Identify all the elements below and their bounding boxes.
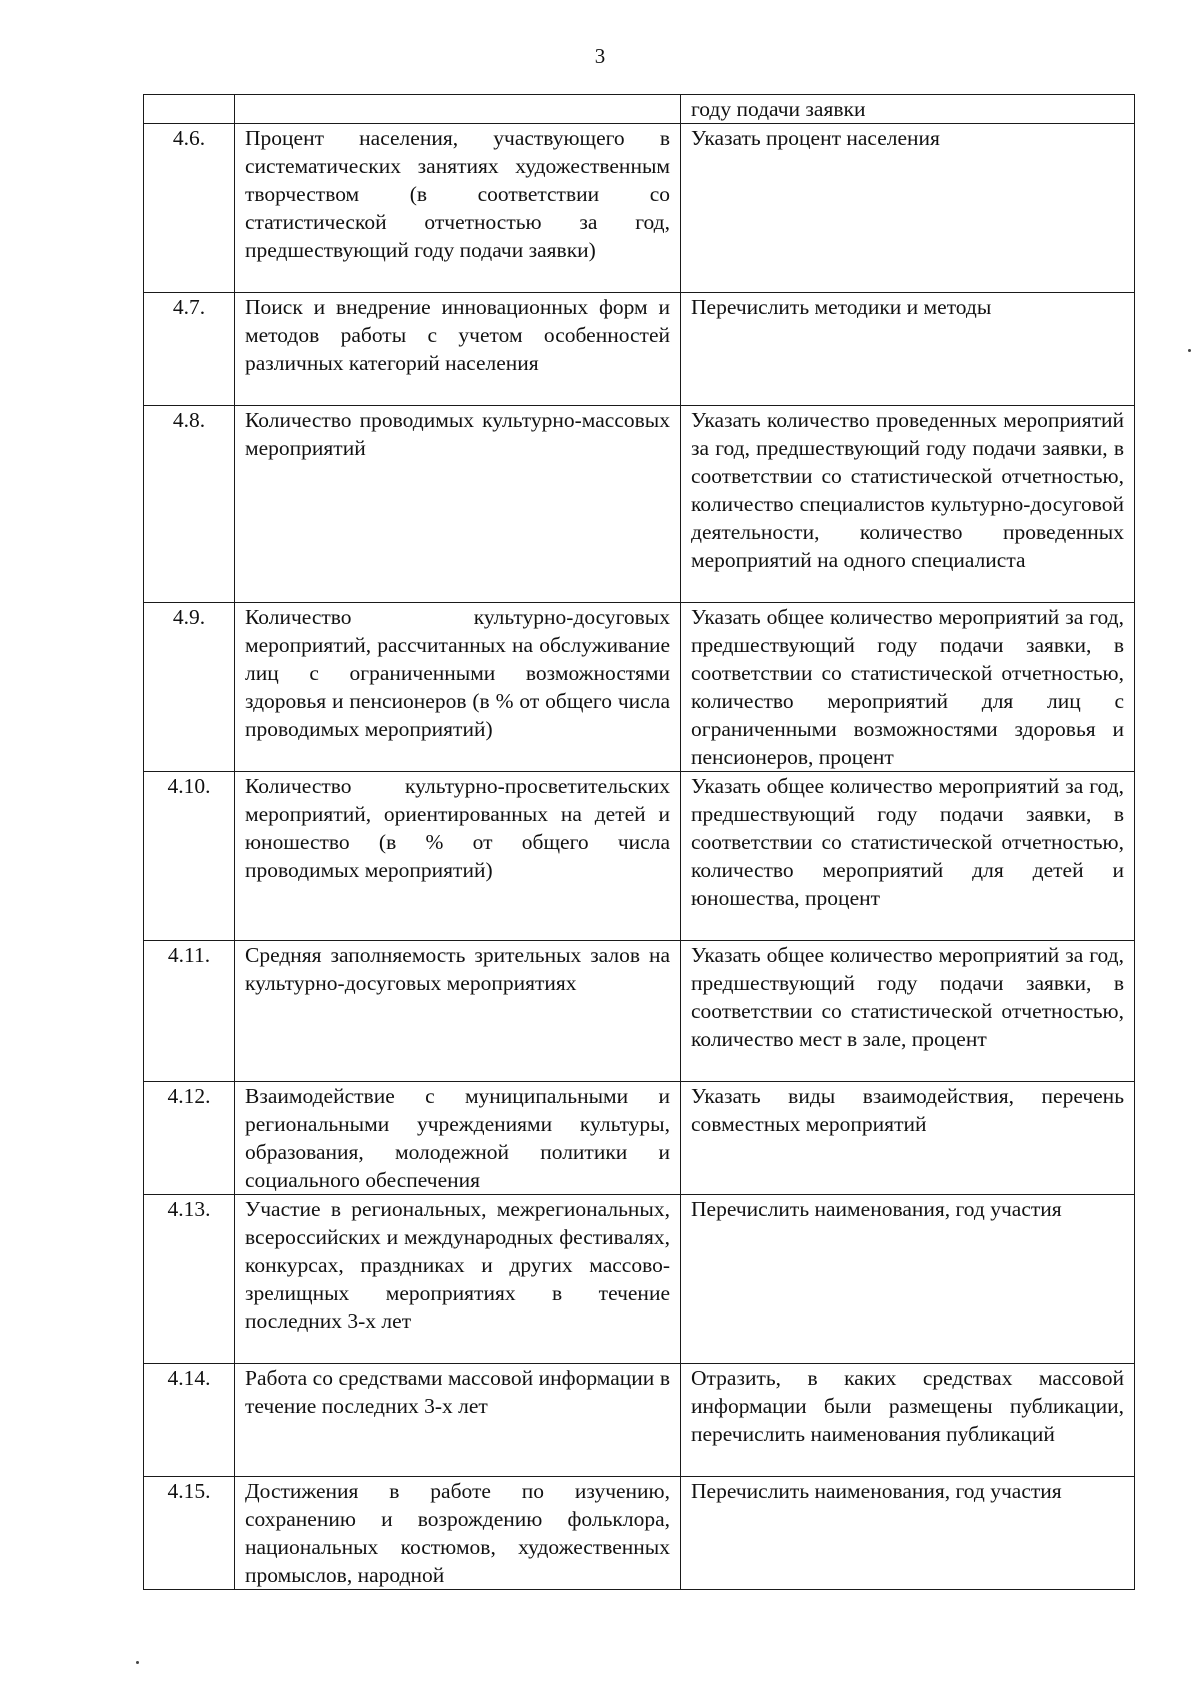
row-number-cell: 4.11.	[144, 941, 235, 1082]
description-cell: Перечислить наименования, год участия	[681, 1195, 1135, 1364]
description-cell: Указать общее количество мероприятий за год, предшествующий году подачи заявки, в соответствии со статистической отчетностью, количество мест в зале, процент	[681, 941, 1135, 1082]
criteria-table	[143, 94, 1135, 1590]
criterion-cell: Работа со средствами массовой информации в течение последних 3-х лет	[235, 1364, 681, 1477]
description-cell: Указать виды взаимодействия, перечень совместных мероприятий	[681, 1082, 1135, 1195]
row-number-cell: 4.8.	[144, 406, 235, 603]
description-cell: Указать общее количество мероприятий за год, предшествующий году подачи заявки, в соответствии со статистической отчетностью, количество мероприятий для лиц с ограниченными возможностями здоровья и пенсионеров, процент	[681, 603, 1135, 772]
table-row	[144, 406, 1135, 603]
criterion-cell: Взаимодействие с муниципальными и региональными учреждениями культуры, образования, молодежной политики и социального обеспечения	[235, 1082, 681, 1195]
table-row	[144, 941, 1135, 1082]
table-row	[144, 772, 1135, 941]
table-row	[144, 603, 1135, 772]
row-number-cell: 4.7.	[144, 293, 235, 406]
description-cell: Указать процент населения	[681, 124, 1135, 293]
table-row	[144, 1477, 1135, 1590]
row-number-cell	[144, 95, 235, 124]
row-number-cell: 4.13.	[144, 1195, 235, 1364]
criterion-cell: Количество проводимых культурно-массовых мероприятий	[235, 406, 681, 603]
criterion-cell	[235, 95, 681, 124]
row-number-cell: 4.14.	[144, 1364, 235, 1477]
criterion-cell: Поиск и внедрение инновационных форм и методов работы с учетом особенностей различных категорий населения	[235, 293, 681, 406]
criterion-cell: Участие в региональных, межрегиональных, всероссийских и международных фестивалях, конкурсах, праздниках и других массово-зрелищных мероприятиях в течение последних 3-х лет	[235, 1195, 681, 1364]
criterion-cell: Количество культурно-досуговых мероприятий, рассчитанных на обслуживание лиц с ограниченными возможностями здоровья и пенсионеров (в % от общего числа проводимых мероприятий)	[235, 603, 681, 772]
page-number: 3	[594, 44, 606, 68]
table-row	[144, 1195, 1135, 1364]
table-row	[144, 1082, 1135, 1195]
table-row	[144, 293, 1135, 406]
scan-speck	[1188, 349, 1191, 352]
description-cell: году подачи заявки	[681, 95, 1135, 124]
criterion-cell: Достижения в работе по изучению, сохранению и возрождению фольклора, национальных костюмов, художественных промыслов, народной	[235, 1477, 681, 1590]
criterion-cell: Средняя заполняемость зрительных залов на культурно-досуговых мероприятиях	[235, 941, 681, 1082]
table-row	[144, 124, 1135, 293]
description-cell: Указать общее количество мероприятий за год, предшествующий году подачи заявки, в соответствии со статистической отчетностью, количество мероприятий для детей и юношества, процент	[681, 772, 1135, 941]
description-cell: Перечислить методики и методы	[681, 293, 1135, 406]
row-number-cell: 4.10.	[144, 772, 235, 941]
row-number-cell: 4.12.	[144, 1082, 235, 1195]
scan-speck	[136, 1661, 139, 1664]
row-number-cell: 4.9.	[144, 603, 235, 772]
row-number-cell: 4.15.	[144, 1477, 235, 1590]
row-number-cell: 4.6.	[144, 124, 235, 293]
table-row	[144, 1364, 1135, 1477]
criterion-cell: Процент населения, участвующего в систематических занятиях художественным творчеством (в соответствии со статистической отчетностью за год, предшествующий году подачи заявки)	[235, 124, 681, 293]
description-cell: Перечислить наименования, год участия	[681, 1477, 1135, 1590]
description-cell: Указать количество проведенных мероприятий за год, предшествующий году подачи заявки, в соответствии со статистической отчетностью, количество специалистов культурно-досуговой деятельности, количество проведенных мероприятий на одного специалиста	[681, 406, 1135, 603]
criterion-cell: Количество культурно-просветительских мероприятий, ориентированных на детей и юношество (в % от общего числа проводимых мероприятий)	[235, 772, 681, 941]
criteria-table-body	[144, 95, 1135, 1590]
description-cell: Отразить, в каких средствах массовой информации были размещены публикации, перечислить наименования публикаций	[681, 1364, 1135, 1477]
table-row	[144, 95, 1135, 124]
